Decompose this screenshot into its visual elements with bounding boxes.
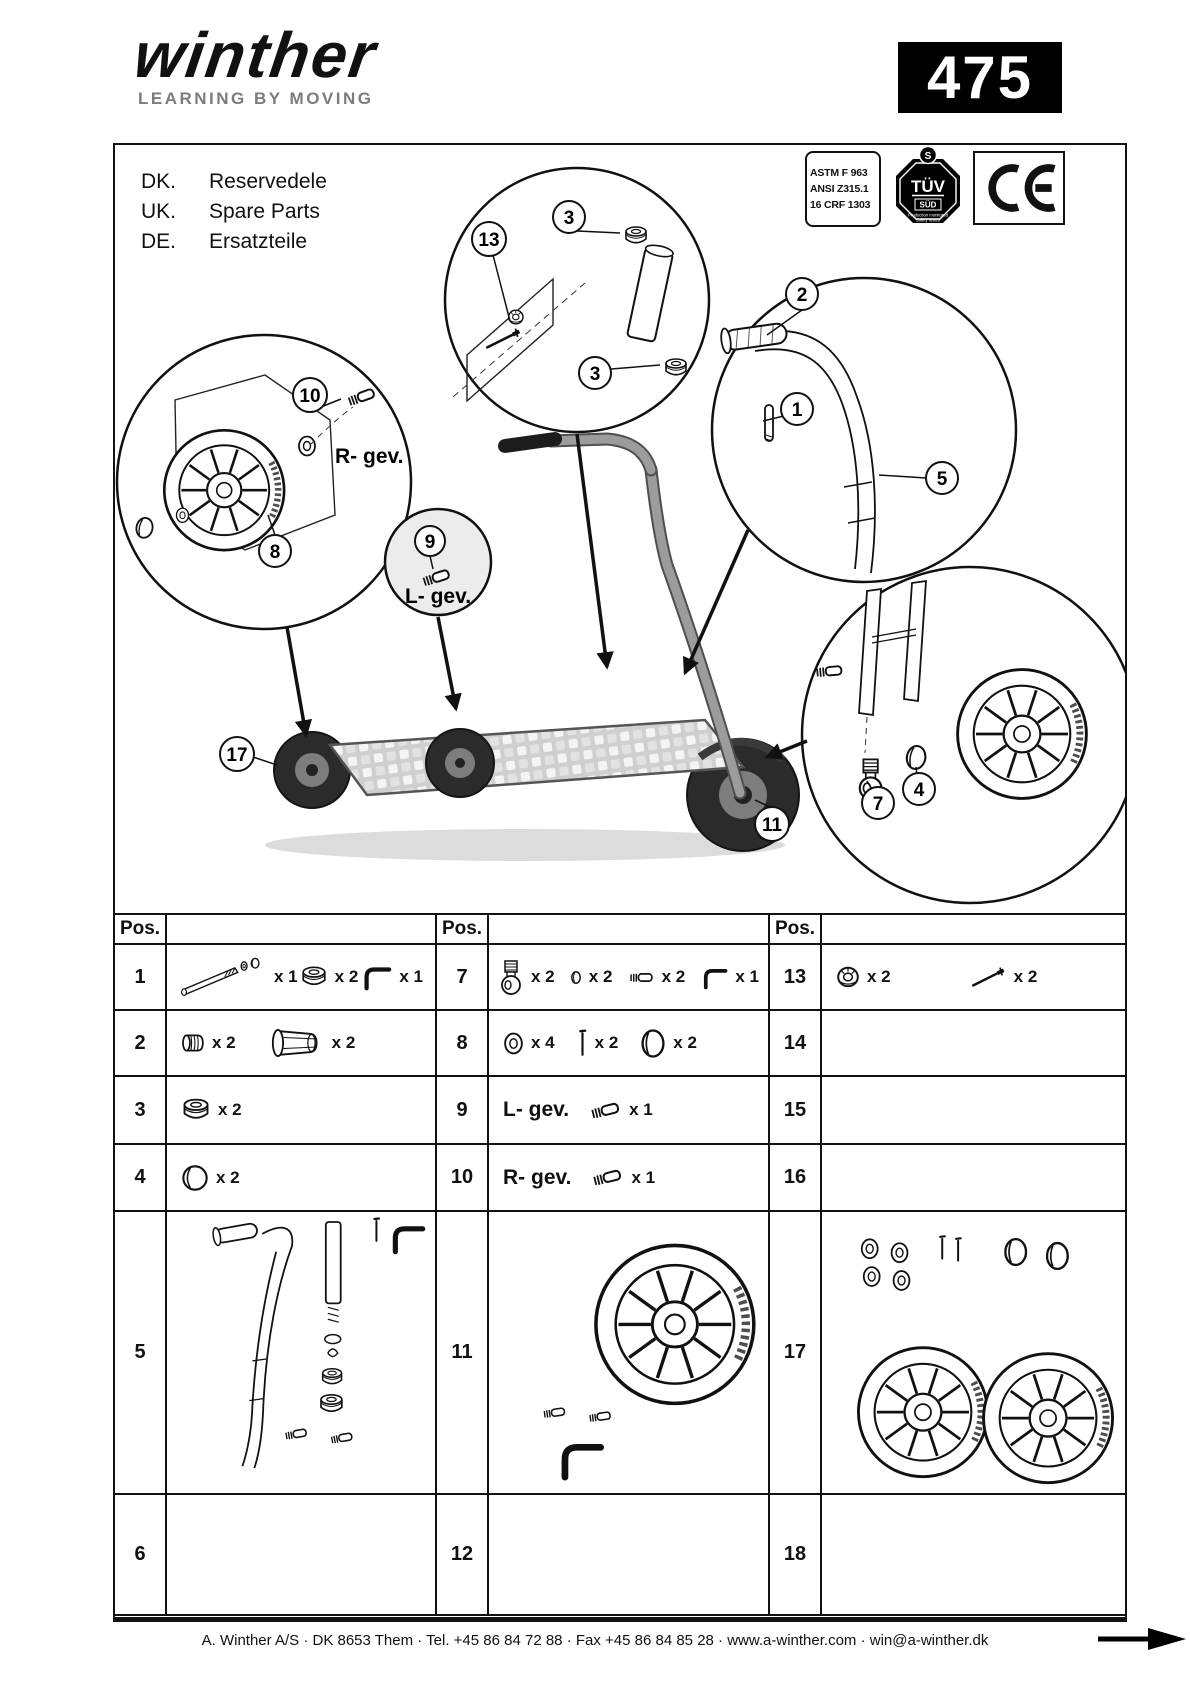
svg-text:17: 17 (226, 745, 248, 766)
allen-key-icon (700, 964, 728, 991)
detail-circle-fork-wheel (802, 567, 1125, 903)
detail-circle-rear-wheel (117, 335, 411, 629)
svg-text:2: 2 (796, 285, 808, 306)
standard-astm: ASTM F 963 (810, 166, 868, 179)
rear-wheel-kit-drawing (822, 1212, 1123, 1493)
lock-nut-icon (836, 966, 860, 988)
detail-circle-handlebar (712, 278, 1016, 582)
pos-cell-16: 16 (770, 1145, 822, 1212)
detail-circle-steering-clamp (445, 168, 709, 432)
lang-code-de: DE. (141, 229, 177, 253)
parts-cell-5 (167, 1212, 437, 1495)
callout-2 (786, 278, 818, 310)
parts-cell-2: x 2 x 2 (167, 1011, 437, 1077)
threaded-stud-icon (544, 1408, 565, 1418)
split-pin-icon (956, 1238, 960, 1260)
wheel-icon (858, 1348, 987, 1477)
pos-header-blank-2 (489, 915, 770, 945)
tuv-sud-mark (885, 145, 971, 231)
product-number-badge (898, 42, 1062, 113)
thread-label-left: L- gev. (404, 585, 472, 608)
thread-label-r: R- gev. (503, 1165, 572, 1189)
callout-9 (415, 526, 445, 556)
svg-text:10: 10 (299, 386, 321, 407)
parts-cell-4: x 2 (167, 1145, 437, 1212)
half-washer-icon (570, 970, 582, 985)
callout-1 (781, 393, 813, 425)
pos-cell-17: 17 (770, 1212, 822, 1495)
parts-cell-17 (822, 1212, 1125, 1495)
handlebar-assembly-drawing (167, 1212, 435, 1493)
cap-icon (1005, 1239, 1026, 1265)
split-pin-icon (577, 1028, 588, 1058)
washer-icon (503, 1032, 524, 1055)
pos-cell-5: 5 (115, 1212, 167, 1495)
parts-cell-10: R- gev. x 1 (489, 1145, 770, 1212)
footer-contact-line: A. Winther A/S · DK 8653 Them · Tel. +45 86 84 72 88 · Fax +45 86 84 85 28 · www.a-winther.com · win@a-winther.dk (201, 1632, 989, 1649)
page-arrow-icon (1096, 1626, 1188, 1652)
svg-text:7: 7 (872, 794, 884, 815)
allen-key-icon (395, 1229, 422, 1252)
pos-header-3: Pos. (770, 915, 822, 945)
steering-bolt-icon (498, 958, 524, 996)
product-number: 475 (926, 44, 1034, 111)
parts-cell-12 (489, 1495, 770, 1614)
parts-cell-11 (489, 1212, 770, 1495)
svg-text:Safety tested: Safety tested (915, 217, 941, 223)
pos-cell-15: 15 (770, 1077, 822, 1145)
lang-row-dk (141, 167, 327, 197)
bearing-bush-icon (321, 1395, 342, 1411)
pos-header-2: Pos. (437, 915, 489, 945)
washer-icon (892, 1243, 908, 1262)
pos-cell-8: 8 (437, 1011, 489, 1077)
washer-icon (862, 1239, 878, 1258)
lang-label-de: Ersatzteile (209, 229, 308, 253)
pos-cell-3: 3 (115, 1077, 167, 1145)
cone-icon (328, 1349, 338, 1356)
pos-header-blank-3 (822, 915, 1125, 945)
parts-cell-14 (822, 1011, 1125, 1077)
parts-cell-13: x 2 x 2 (822, 945, 1125, 1011)
svg-text:8: 8 (269, 542, 281, 563)
hub-cap-icon (181, 1164, 209, 1192)
stem-tube-icon (326, 1222, 341, 1322)
washer-icon (864, 1267, 880, 1286)
allen-key-icon (565, 1447, 601, 1477)
lang-row-uk (141, 197, 327, 227)
callout-5 (926, 462, 958, 494)
svg-text:3: 3 (589, 364, 601, 385)
washer-icon (894, 1271, 910, 1290)
spare-parts-table (113, 913, 1127, 1616)
ce-icon (980, 160, 1058, 216)
svg-text:3: 3 (563, 208, 575, 229)
wheel-icon (984, 1354, 1113, 1483)
parts-cell-9: L- gev. x 1 (489, 1077, 770, 1145)
brand-wordmark: winther (129, 19, 382, 91)
threaded-stud-icon (591, 1167, 624, 1188)
detail-circle-left-thread (385, 509, 491, 615)
svg-text:13: 13 (478, 230, 500, 251)
pos-cell-13: 13 (770, 945, 822, 1011)
content-frame (113, 143, 1127, 1622)
grip-icon (212, 1221, 259, 1246)
pos-cell-9: 9 (437, 1077, 489, 1145)
lang-label-dk: Reservedele (209, 170, 327, 193)
standard-crf: 16 CRF 1303 (810, 199, 871, 212)
bearing-bush-icon (181, 1097, 211, 1123)
clamp-nut-icon (509, 310, 523, 324)
handlebar-grip (505, 439, 555, 446)
parts-cell-6 (167, 1495, 437, 1614)
front-wheel-kit-drawing (489, 1212, 768, 1493)
long-screw-icon (969, 966, 1007, 989)
front-wheel-icon (958, 670, 1087, 799)
parts-cell-16 (822, 1145, 1125, 1212)
threaded-stud-icon (332, 1433, 353, 1444)
parts-cell-3: x 2 (167, 1077, 437, 1145)
split-pin-icon (374, 1219, 378, 1241)
end-plug-icon (181, 1032, 205, 1054)
deck-plate (330, 720, 743, 795)
threaded-stud-icon (286, 1429, 307, 1440)
parts-cell-18 (822, 1495, 1125, 1614)
cap-icon (1047, 1243, 1068, 1269)
ce-mark (973, 151, 1065, 225)
svg-text:11: 11 (761, 815, 783, 836)
lang-label-uk: Spare Parts (209, 199, 320, 223)
svg-text:1: 1 (791, 400, 803, 421)
pos-header-1: Pos. (115, 915, 167, 945)
tuv-octagon-icon (885, 145, 971, 231)
rear-mid-wheel (426, 729, 494, 797)
pos-cell-18: 18 (770, 1495, 822, 1614)
svg-text:S: S (924, 151, 932, 162)
svg-text:5: 5 (936, 469, 948, 490)
bearing-bush-icon (323, 1369, 342, 1384)
cap-icon (640, 1029, 666, 1058)
lang-code-dk: DK. (141, 170, 177, 193)
pos-cell-7: 7 (437, 945, 489, 1011)
svg-text:9: 9 (424, 532, 436, 553)
rear-washer-icon (299, 437, 315, 456)
svg-text:Production monitored: Production monitored (908, 212, 948, 218)
pos-cell-2: 2 (115, 1011, 167, 1077)
threaded-stud-icon (589, 1100, 622, 1121)
callout-11 (755, 807, 789, 841)
split-pin-icon (940, 1236, 944, 1258)
wheel-icon (596, 1245, 754, 1403)
exploded-diagram (115, 145, 1125, 915)
pos-cell-14: 14 (770, 1011, 822, 1077)
stem-bushing-bottom-icon (666, 359, 686, 375)
pos-cell-10: 10 (437, 1145, 489, 1212)
callout-7 (862, 787, 894, 819)
language-list (141, 167, 327, 256)
callout-3-top (553, 201, 585, 233)
parts-cell-15 (822, 1077, 1125, 1145)
grip-pin-icon (765, 405, 773, 441)
winther-logo (129, 19, 382, 109)
grip-sleeve-icon (270, 1028, 320, 1058)
pos-cell-1: 1 (115, 945, 167, 1011)
pos-cell-12: 12 (437, 1495, 489, 1614)
threaded-stud-icon (590, 1412, 611, 1422)
lang-row-de (141, 227, 327, 257)
bearing-bush-icon (300, 965, 328, 989)
callout-10 (293, 378, 327, 412)
parts-cell-8: x 4 x 2 x 2 (489, 1011, 770, 1077)
pos-cell-6: 6 (115, 1495, 167, 1614)
thread-label-right: R- gev. (335, 445, 404, 468)
threaded-stud-icon (628, 969, 655, 986)
wheel-axle-icon (179, 956, 267, 998)
lang-code-uk: UK. (141, 199, 177, 223)
pos-cell-4: 4 (115, 1145, 167, 1212)
parts-cell-1: x 1 x 2 x 1 (167, 945, 437, 1011)
parts-cell-7: x 2 x 2 x 2 x 1 (489, 945, 770, 1011)
callout-3-bottom (579, 357, 611, 389)
rear-wheel-icon (164, 430, 284, 550)
standard-ansi: ANSI Z315.1 (810, 182, 869, 195)
stem-bushing-top-icon (626, 227, 646, 243)
pos-cell-11: 11 (437, 1212, 489, 1495)
callout-17 (220, 737, 254, 771)
thread-label-l: L- gev. (503, 1098, 570, 1121)
washer-icon (325, 1335, 341, 1344)
svg-text:TÜV: TÜV (911, 177, 945, 196)
pos-header-blank-1 (167, 915, 437, 945)
callout-4 (903, 773, 935, 805)
svg-text:4: 4 (913, 780, 925, 801)
rear-washer-small-icon (177, 508, 189, 522)
brand-tagline: LEARNING BY MOVING (138, 89, 374, 109)
callout-8 (259, 535, 291, 567)
svg-text:SÜD: SÜD (919, 200, 937, 210)
standards-box (805, 151, 881, 227)
callout-13 (472, 222, 506, 256)
handlebar-tube-2 (242, 1252, 276, 1466)
allen-key-icon (360, 962, 392, 992)
